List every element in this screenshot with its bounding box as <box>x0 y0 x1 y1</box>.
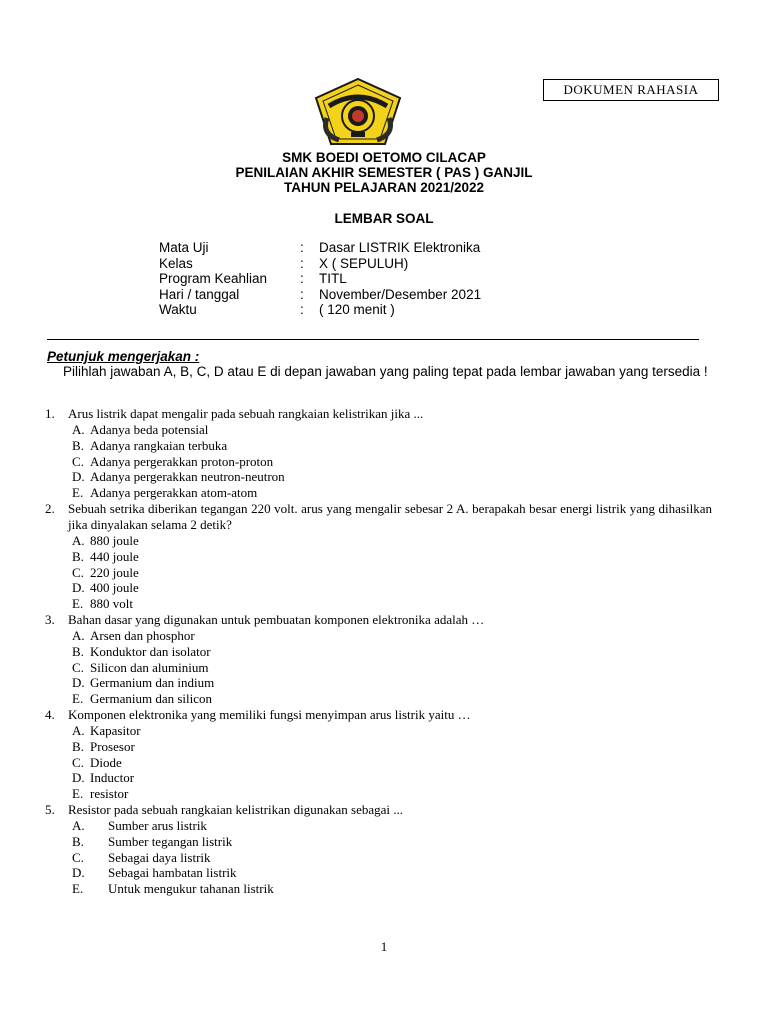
option <box>0 454 768 470</box>
option-letter: C. <box>72 453 84 469</box>
page-number: 1 <box>380 939 388 954</box>
info-colon: : <box>300 302 304 317</box>
option-letter: E. <box>72 881 84 897</box>
option-text: Sumber tegangan listrik <box>108 833 233 849</box>
option <box>0 865 768 881</box>
info-colon: : <box>300 255 304 271</box>
question-number: 4. <box>45 706 55 722</box>
option-letter: B. <box>72 833 84 849</box>
confidential-stamp: DOKUMEN RAHASIA <box>543 79 719 101</box>
option-letter: E. <box>72 786 84 802</box>
question-1 <box>0 406 768 501</box>
question-number: 5. <box>45 801 55 817</box>
option-text: Adanya pergerakkan atom-atom <box>90 485 258 501</box>
info-value: TITL <box>319 271 347 286</box>
question-2 <box>0 501 768 612</box>
option-letter: A. <box>72 422 85 437</box>
option-letter: D. <box>72 770 85 786</box>
option-letter: A. <box>72 627 85 643</box>
divider <box>47 339 699 340</box>
info-colon: : <box>300 286 304 302</box>
option <box>0 549 768 565</box>
option-text: resistor <box>90 786 129 802</box>
question-list <box>0 406 768 897</box>
option <box>0 739 768 755</box>
question-number: 2. <box>45 500 55 516</box>
option-letter: C. <box>72 659 84 675</box>
option <box>0 723 768 739</box>
info-label: Hari / tanggal <box>159 286 240 302</box>
instructions-title: Petunjuk mengerjakan : <box>47 349 200 364</box>
question-3 <box>0 612 768 707</box>
option-text: Inductor <box>90 770 135 786</box>
option-letter: B. <box>72 738 84 754</box>
option-text: 880 joule <box>90 532 139 548</box>
info-value: ( 120 menit ) <box>319 302 395 317</box>
academic-year: TAHUN PELAJARAN 2021/2022 <box>283 180 485 195</box>
school-logo-icon <box>313 76 403 148</box>
info-label: Kelas <box>159 255 193 271</box>
option-text: 440 joule <box>90 548 139 564</box>
option <box>0 469 768 485</box>
option <box>0 881 768 897</box>
option-letter: C. <box>72 564 84 580</box>
option-text: Diode <box>90 754 122 770</box>
option <box>0 422 768 438</box>
option-letter: D. <box>72 469 85 485</box>
option-text: Prosesor <box>90 738 135 754</box>
option-text: Sebagai hambatan listrik <box>108 865 237 881</box>
option <box>0 818 768 834</box>
info-label: Program Keahlian <box>159 271 268 286</box>
option <box>0 675 768 691</box>
option <box>0 485 768 501</box>
option <box>0 644 768 660</box>
info-label: Mata Uji <box>159 240 209 255</box>
option-letter: B. <box>72 437 84 453</box>
option-letter: C. <box>72 849 84 865</box>
info-colon: : <box>300 240 304 255</box>
option-text: 880 volt <box>90 596 133 612</box>
option-text: Adanya pergerakkan neutron-neutron <box>90 469 285 485</box>
school-name: SMK BOEDI OETOMO CILACAP <box>282 150 486 165</box>
option <box>0 596 768 612</box>
option-text: Silicon dan aluminium <box>90 659 209 675</box>
option <box>0 533 768 549</box>
option <box>0 770 768 786</box>
question-stem: Sebuah setrika diberikan tegangan 220 volt. arus yang mengalir sebesar 2 A. berapakah besar energi listrik yang dihasilkan jika dinyalakan selama 2 detik? <box>68 500 712 532</box>
option <box>0 628 768 644</box>
option-text: Adanya rangkaian terbuka <box>90 437 228 453</box>
info-value: X ( SEPULUH) <box>319 255 409 271</box>
info-value: Dasar LISTRIK Elektronika <box>319 240 481 255</box>
option <box>0 834 768 850</box>
option-text: 400 joule <box>90 580 139 596</box>
option <box>0 786 768 802</box>
option-text: Untuk mengukur tahanan listrik <box>108 881 274 897</box>
question-stem: Komponen elektronika yang memiliki fungsi menyimpan arus listrik yaitu … <box>68 706 471 722</box>
option-letter: B. <box>72 643 84 659</box>
info-value: November/Desember 2021 <box>319 286 482 302</box>
option-letter: E. <box>72 485 84 501</box>
option-text: Adanya beda potensial <box>90 422 209 437</box>
exam-title: PENILAIAN AKHIR SEMESTER ( PAS ) GANJIL <box>235 165 533 180</box>
option-text: Germanium dan silicon <box>90 691 213 707</box>
question-stem: Resistor pada sebuah rangkaian kelistrikan digunakan sebagai ... <box>68 801 404 817</box>
option-text: 220 joule <box>90 564 139 580</box>
option <box>0 438 768 454</box>
option-letter: E. <box>72 691 84 707</box>
option-text: Sumber arus listrik <box>108 817 207 833</box>
option <box>0 580 768 596</box>
option-letter: D. <box>72 675 85 691</box>
option-letter: B. <box>72 548 84 564</box>
option <box>0 660 768 676</box>
option-text: Adanya pergerakkan proton-proton <box>90 453 274 469</box>
option <box>0 755 768 771</box>
option <box>0 691 768 707</box>
option-text: Arsen dan phosphor <box>90 627 195 643</box>
option <box>0 850 768 866</box>
question-number: 1. <box>45 406 55 421</box>
option-letter: A. <box>72 532 85 548</box>
option <box>0 565 768 581</box>
question-4 <box>0 707 768 802</box>
question-stem: Bahan dasar yang digunakan untuk pembuatan komponen elektronika adalah … <box>68 611 485 627</box>
option-letter: D. <box>72 580 85 596</box>
option-text: Konduktor dan isolator <box>90 643 211 659</box>
info-colon: : <box>300 271 304 286</box>
instructions-body: Pilihlah jawaban A, B, C, D atau E di depan jawaban yang paling tepat pada lembar jawaban yang tersedia ! <box>63 364 708 379</box>
option-text: Germanium dan indium <box>90 675 215 691</box>
option-text: Kapasitor <box>90 722 141 738</box>
option-letter: A. <box>72 817 85 833</box>
question-number: 3. <box>45 611 55 627</box>
question-5 <box>0 802 768 897</box>
option-letter: D. <box>72 865 85 881</box>
option-letter: C. <box>72 754 84 770</box>
option-letter: A. <box>72 722 85 738</box>
option-text: Sebagai daya listrik <box>108 849 211 865</box>
option-letter: E. <box>72 596 84 612</box>
question-stem: Arus listrik dapat mengalir pada sebuah rangkaian kelistrikan jika ... <box>68 406 424 421</box>
sheet-title: LEMBAR SOAL <box>334 211 434 226</box>
info-label: Waktu <box>159 302 197 317</box>
